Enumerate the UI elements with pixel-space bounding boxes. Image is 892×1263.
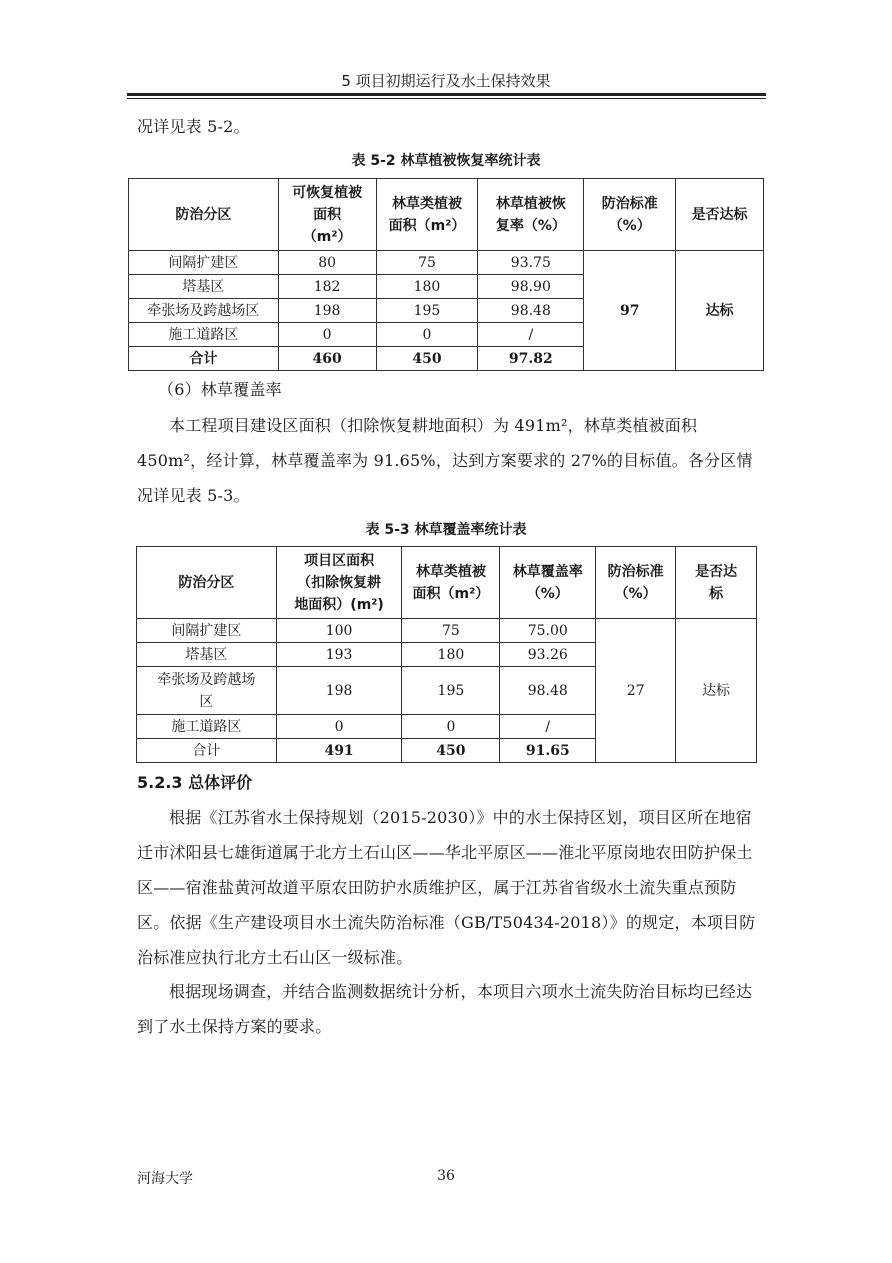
header-area: 项目区面积 （扣除恢复耕 地面积）(m²): [276, 547, 402, 619]
cell-standard: 27: [596, 619, 676, 763]
section-heading: 5.2.3 总体评价: [137, 773, 253, 792]
cell-zone: 塔基区: [129, 275, 279, 299]
cell-total-label: 合计: [129, 347, 279, 371]
cell-rate: 93.75: [478, 251, 584, 275]
table-header-row: [137, 547, 757, 619]
cell-grass: 75: [376, 251, 478, 275]
cell-area: 198: [276, 667, 402, 715]
cell-grass: 0: [376, 323, 478, 347]
running-header: 5 项目初期运行及水土保持效果: [341, 72, 551, 90]
cell-zone: 牵张场及跨越场区: [129, 299, 279, 323]
paragraph-6: 本工程项目建设区面积（扣除恢复耕地面积）为 491m²，林草类植被面积 450m²，经计算，林草覆盖率为 91.65%，达到方案要求的 27%的目标值。各分区情况详见表 5-3。: [137, 416, 753, 505]
cell-area: 182: [278, 275, 376, 299]
cell-zone: 施工道路区: [129, 323, 279, 347]
cell-zone: 间隔扩建区: [137, 619, 277, 643]
paragraph-eval-1: 根据《江苏省水土保持规划（2015-2030）》中的水土保持区划，项目区所在地宿迁市沭阳县七雄街道属于北方土石山区——华北平原区——淮北平原岗地农田防护保土区——宿淮盐黄河故道平原农田防护水质维护区，属于江苏省省级水土流失重点预防区。依据《生产建设项目水土流失防治标准（GB/T50434-2018）》的规定，本项目防治标准应执行北方土石山区一级标准。: [137, 808, 756, 967]
cell-total-grass: 450: [402, 739, 500, 763]
cell-rate: 93.26: [500, 643, 596, 667]
table-header-row: [129, 179, 764, 251]
page-number: 36: [437, 1168, 455, 1184]
subheading-6: （6）林草覆盖率: [158, 380, 282, 399]
cell-grass: 75: [402, 619, 500, 643]
cell-rate: /: [478, 323, 584, 347]
cell-total-rate: 97.82: [478, 347, 584, 371]
cell-standard: 97: [584, 251, 676, 371]
header-grass: 林草类植被 面积（m²）: [376, 179, 478, 251]
cell-total-grass: 450: [376, 347, 478, 371]
cell-total-area: 491: [276, 739, 402, 763]
header-standard: 防治标准 （%）: [584, 179, 676, 251]
cell-rate: 98.90: [478, 275, 584, 299]
cell-total-label: 合计: [137, 739, 277, 763]
cell-area: 80: [278, 251, 376, 275]
footer-org: 河海大学: [137, 1171, 193, 1187]
cell-zone: 塔基区: [137, 643, 277, 667]
header-result: 是否达 标: [676, 547, 757, 619]
header-rule-thin: [127, 98, 766, 99]
header-zone: 防治分区: [129, 179, 279, 251]
header-result: 是否达标: [676, 179, 764, 251]
cell-zone: 牵张场及跨越场 区: [137, 667, 277, 715]
header-area: 可恢复植被 面积 （m²）: [278, 179, 376, 251]
cell-grass: 0: [402, 715, 500, 739]
cell-grass: 195: [376, 299, 478, 323]
cell-zone: 施工道路区: [137, 715, 277, 739]
cell-rate: 98.48: [500, 667, 596, 715]
header-zone: 防治分区: [137, 547, 277, 619]
header-grass: 林草类植被 面积（m²）: [402, 547, 500, 619]
table-5-3-caption: 表 5-3 林草覆盖率统计表: [365, 522, 527, 538]
header-rule-thick: [127, 93, 766, 96]
cell-grass: 195: [402, 667, 500, 715]
cell-area: 0: [276, 715, 402, 739]
header-rate: 林草植被恢 复率（%）: [478, 179, 584, 251]
header-rate: 林草覆盖率 （%）: [500, 547, 596, 619]
table-row: [129, 251, 764, 275]
cell-area: 198: [278, 299, 376, 323]
cell-area: 100: [276, 619, 402, 643]
cell-rate: 75.00: [500, 619, 596, 643]
cell-area: 193: [276, 643, 402, 667]
cell-grass: 180: [402, 643, 500, 667]
cell-zone: 间隔扩建区: [129, 251, 279, 275]
cell-total-area: 460: [278, 347, 376, 371]
cell-result: 达标: [676, 251, 764, 371]
cell-rate: 98.48: [478, 299, 584, 323]
cell-result: 达标: [676, 619, 757, 763]
table-5-2: [128, 178, 764, 371]
cell-total-rate: 91.65: [500, 739, 596, 763]
table-5-2-caption: 表 5-2 林草植被恢复率统计表: [351, 153, 541, 169]
paragraph-eval-2: 根据现场调查，并结合监测数据统计分析，本项目六项水土流失防治目标均已经达到了水土保持方案的要求。: [137, 982, 753, 1036]
intro-line: 况详见表 5-2。: [137, 117, 250, 136]
table-5-3: [136, 546, 757, 763]
cell-grass: 180: [376, 275, 478, 299]
header-standard: 防治标准 （%）: [596, 547, 676, 619]
table-row: [137, 619, 757, 643]
cell-rate: /: [500, 715, 596, 739]
cell-area: 0: [278, 323, 376, 347]
